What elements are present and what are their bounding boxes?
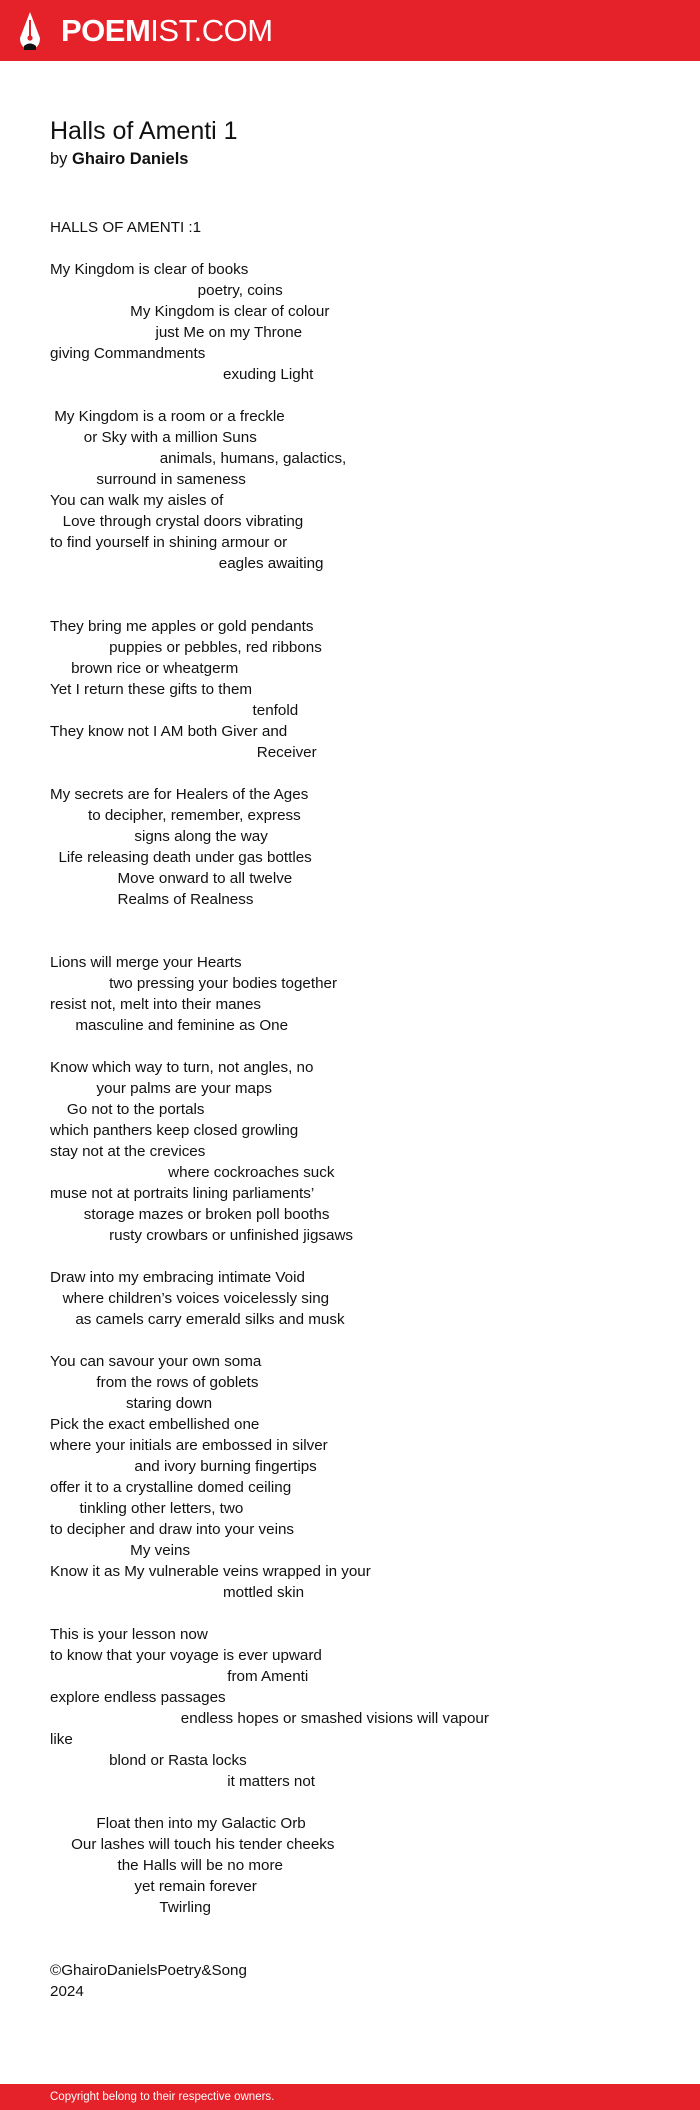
poem-line: and ivory burning fingertips xyxy=(50,1458,317,1475)
poem-line: tinkling other letters, two xyxy=(50,1500,244,1517)
poem-line: Draw into my embracing intimate Void xyxy=(50,1269,305,1286)
poem-line: storage mazes or broken poll booths xyxy=(50,1206,330,1223)
poem-line: mottled skin xyxy=(50,1584,305,1601)
poem-line: to decipher and draw into your veins xyxy=(50,1521,294,1538)
poem-line: ©GhairoDanielsPoetry&Song xyxy=(50,1962,247,1979)
poem-line: as camels carry emerald silks and musk xyxy=(50,1311,345,1328)
logo-bold-part: POEM xyxy=(61,13,151,48)
poem-line: They know not I AM both Giver and xyxy=(50,723,288,740)
author-link[interactable]: Ghairo Daniels xyxy=(72,150,189,168)
poem-blank-line xyxy=(50,1918,670,1939)
poem-byline xyxy=(50,148,188,170)
poem-line: Know which way to turn, not angles, no xyxy=(50,1059,314,1076)
poem-line: Lions will merge your Hearts xyxy=(50,954,242,971)
by-label: by xyxy=(50,150,68,168)
poem-line: Receiver xyxy=(50,744,317,761)
copyright-notice: Copyright belong to their respective owners. xyxy=(50,2091,275,2103)
poem-line: two pressing your bodies together xyxy=(50,975,338,992)
poem-blank-line xyxy=(50,1330,670,1351)
poem-line: tenfold xyxy=(50,702,299,719)
poem-line: My Kingdom is clear of books xyxy=(50,261,249,278)
poem-line: Our lashes will touch his tender cheeks xyxy=(50,1836,335,1853)
poem-line: exuding Light xyxy=(50,366,314,383)
poem-line: My secrets are for Healers of the Ages xyxy=(50,786,309,803)
poem-line: to find yourself in shining armour or xyxy=(50,534,288,551)
poem-line: Yet I return these gifts to them xyxy=(50,681,253,698)
poem-blank-line xyxy=(50,763,670,784)
poem-blank-line xyxy=(50,931,670,952)
poem-line: My Kingdom is a room or a freckle xyxy=(50,408,285,425)
poem-line: Float then into my Galactic Orb xyxy=(50,1815,306,1832)
poem-line: to know that your voyage is ever upward xyxy=(50,1647,322,1664)
poem-line: stay not at the crevices xyxy=(50,1143,206,1160)
pen-nib-icon xyxy=(18,10,42,52)
poem-line: You can savour your own soma xyxy=(50,1353,262,1370)
poem-line: eagles awaiting xyxy=(50,555,324,572)
poem-blank-line xyxy=(50,385,670,406)
poem-line: your palms are your maps xyxy=(50,1080,272,1097)
poem-line: Go not to the portals xyxy=(50,1101,205,1118)
poem-line: explore endless passages xyxy=(50,1689,226,1706)
poem-blank-line xyxy=(50,1036,670,1057)
poem-line: just Me on my Throne xyxy=(50,324,303,341)
poem-line: it matters not xyxy=(50,1773,316,1790)
poem-line: to decipher, remember, express xyxy=(50,807,301,824)
poem-line: where your initials are embossed in silver xyxy=(50,1437,328,1454)
site-footer xyxy=(0,2084,700,2110)
poem-line: endless hopes or smashed visions will vapour xyxy=(50,1710,489,1727)
poem-blank-line xyxy=(50,595,670,616)
poem-line: the Halls will be no more xyxy=(50,1857,283,1874)
poem-blank-line xyxy=(50,1792,670,1813)
poem-line: rusty crowbars or unfinished jigsaws xyxy=(50,1227,354,1244)
poem-line: offer it to a crystalline domed ceiling xyxy=(50,1479,292,1496)
poem-line: 2024 xyxy=(50,1983,84,2000)
site-logo-text xyxy=(61,13,273,49)
poem-line: Love through crystal doors vibrating xyxy=(50,513,304,530)
poem-line: from Amenti xyxy=(50,1668,309,1685)
poem-line: My Kingdom is clear of colour xyxy=(50,303,330,320)
poem-line: staring down xyxy=(50,1395,213,1412)
poem-line: poetry, coins xyxy=(50,282,283,299)
poem-line: Realms of Realness xyxy=(50,891,254,908)
poem-blank-line xyxy=(50,1939,670,1960)
poem-line: brown rice or wheatgerm xyxy=(50,660,239,677)
poem-blank-line xyxy=(50,574,670,595)
poem-line: from the rows of goblets xyxy=(50,1374,259,1391)
site-header xyxy=(0,0,700,61)
poem-line: giving Commandments xyxy=(50,345,206,362)
poem-line: where children’s voices voicelessly sing xyxy=(50,1290,330,1307)
poem-title: Halls of Amenti 1 xyxy=(50,117,238,145)
poem-line: Know it as My vulnerable veins wrapped in your xyxy=(50,1563,371,1580)
poem-line: HALLS OF AMENTI :1 xyxy=(50,219,202,236)
poem-line: where cockroaches suck xyxy=(50,1164,335,1181)
poem-blank-line xyxy=(50,1246,670,1267)
poem-line: Move onward to all twelve xyxy=(50,870,293,887)
poem-line: animals, humans, galactics, xyxy=(50,450,347,467)
poem-line: They bring me apples or gold pendants xyxy=(50,618,314,635)
poem-line: masculine and feminine as One xyxy=(50,1017,289,1034)
poem-line: This is your lesson now xyxy=(50,1626,208,1643)
poem-blank-line xyxy=(50,910,670,931)
poem-blank-line xyxy=(50,238,670,259)
logo-light-part: IST.COM xyxy=(150,13,273,48)
poem-line: puppies or pebbles, red ribbons xyxy=(50,639,322,656)
poem-blank-line xyxy=(50,1603,670,1624)
poem-line: yet remain forever xyxy=(50,1878,257,1895)
poem-line: Life releasing death under gas bottles xyxy=(50,849,312,866)
poem-body xyxy=(50,217,670,2002)
poem-line: surround in sameness xyxy=(50,471,246,488)
poem-line: like xyxy=(50,1731,73,1748)
poem-line: signs along the way xyxy=(50,828,268,845)
poem-line: blond or Rasta locks xyxy=(50,1752,247,1769)
poem-line: or Sky with a million Suns xyxy=(50,429,257,446)
poem-line: My veins xyxy=(50,1542,191,1559)
poem-line: You can walk my aisles of xyxy=(50,492,224,509)
poem-line: which panthers keep closed growling xyxy=(50,1122,299,1139)
poem-line: Twirling xyxy=(50,1899,211,1916)
poem-line: resist not, melt into their manes xyxy=(50,996,262,1013)
poem-line: Pick the exact embellished one xyxy=(50,1416,260,1433)
poem-line: muse not at portraits lining parliaments’ xyxy=(50,1185,315,1202)
